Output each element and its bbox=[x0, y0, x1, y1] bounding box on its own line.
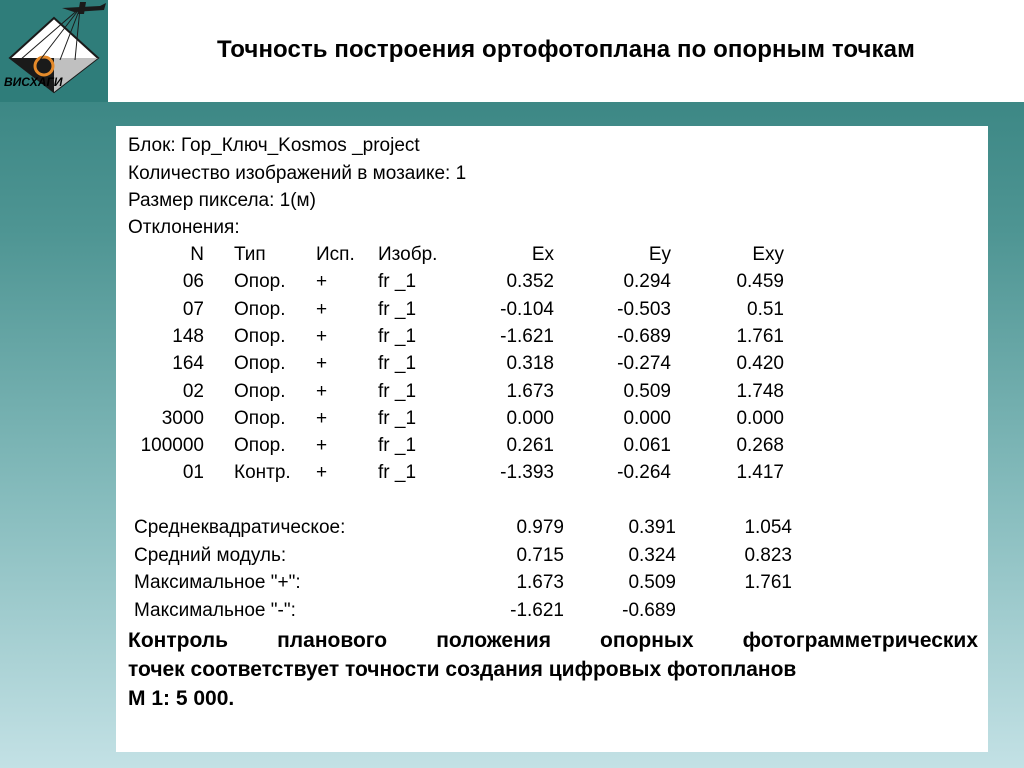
cell-type: Опор. bbox=[234, 353, 286, 375]
header-ey: Ey bbox=[648, 244, 671, 265]
cell-ey: -0.689 bbox=[617, 325, 671, 347]
conclusion-line-1: Контроль планового положения опорных фотограмметрических bbox=[128, 629, 978, 652]
cell-image: fr _1 bbox=[378, 298, 417, 320]
logo-text: ВИСХАГИ bbox=[4, 75, 63, 89]
report-card bbox=[116, 126, 988, 752]
cell-use: + bbox=[316, 325, 328, 347]
stat-label: Максимальное "+": bbox=[134, 572, 301, 593]
stat-ey: 0.391 bbox=[628, 517, 676, 538]
conclusion-text bbox=[128, 626, 978, 713]
stat-exy: 1.761 bbox=[744, 572, 792, 593]
stat-ey: 0.509 bbox=[628, 572, 676, 593]
cell-use: + bbox=[316, 407, 328, 429]
cell-ex: -1.621 bbox=[500, 325, 554, 347]
stat-exy: 0.823 bbox=[744, 544, 792, 566]
cell-image: fr _1 bbox=[378, 271, 417, 293]
cell-ey: -0.503 bbox=[617, 298, 671, 320]
cell-image: fr _1 bbox=[378, 435, 417, 457]
cell-use: + bbox=[316, 435, 328, 457]
header-type: Тип bbox=[234, 244, 266, 265]
cell-type: Опор. bbox=[234, 325, 286, 347]
cell-ex: 1.673 bbox=[506, 380, 554, 402]
cell-use: + bbox=[316, 353, 328, 375]
cell-use: + bbox=[316, 380, 328, 402]
cell-n: 06 bbox=[182, 271, 204, 293]
stat-ex: 1.673 bbox=[516, 572, 564, 593]
cell-exy: 1.748 bbox=[736, 380, 784, 402]
pixel-size: Размер пиксела: 1(м) bbox=[128, 190, 316, 211]
cell-exy: 0.268 bbox=[736, 435, 784, 457]
cell-type: Опор. bbox=[234, 407, 286, 429]
cell-exy: 0.51 bbox=[747, 298, 784, 320]
block-name: Блок: Гор_Ключ_Kosmos _project bbox=[128, 135, 420, 156]
cell-n: 01 bbox=[182, 462, 204, 484]
cell-exy: 0.459 bbox=[736, 271, 784, 293]
cell-type: Опор. bbox=[234, 271, 286, 293]
header-exy: Exy bbox=[752, 244, 784, 265]
stat-ex: -1.621 bbox=[510, 599, 564, 621]
stat-label: Максимальное "-": bbox=[134, 599, 296, 621]
cell-ex: 0.352 bbox=[506, 271, 554, 293]
cell-ey: 0.509 bbox=[623, 380, 671, 402]
stat-exy: 1.054 bbox=[744, 517, 792, 538]
header-use: Исп. bbox=[316, 244, 355, 265]
header-ex: Ex bbox=[531, 244, 554, 265]
cell-use: + bbox=[316, 462, 328, 484]
cell-exy: 1.761 bbox=[736, 325, 784, 347]
stat-ex: 0.979 bbox=[516, 517, 564, 538]
header-n: N bbox=[190, 244, 204, 265]
cell-n: 3000 bbox=[161, 407, 204, 429]
cell-ey: 0.061 bbox=[623, 435, 671, 457]
cell-use: + bbox=[316, 271, 328, 293]
cell-type: Контр. bbox=[234, 462, 291, 484]
cell-ey: -0.274 bbox=[617, 353, 671, 375]
images-count: Количество изображений в мозаике: 1 bbox=[128, 163, 467, 184]
cell-type: Опор. bbox=[234, 298, 286, 320]
cell-ey: 0.294 bbox=[623, 271, 671, 293]
cell-type: Опор. bbox=[234, 380, 286, 402]
cell-ex: -0.104 bbox=[500, 298, 554, 320]
cell-exy: 1.417 bbox=[736, 462, 784, 484]
cell-exy: 0.000 bbox=[736, 407, 784, 429]
deviations-label: Отклонения: bbox=[128, 217, 240, 238]
cell-type: Опор. bbox=[234, 435, 286, 457]
cell-image: fr _1 bbox=[378, 325, 417, 347]
header-bar bbox=[108, 0, 1024, 102]
stat-label: Среднеквадратическое: bbox=[134, 517, 346, 538]
cell-n: 02 bbox=[182, 380, 204, 402]
cell-n: 164 bbox=[172, 353, 204, 375]
cell-ex: 0.261 bbox=[506, 435, 554, 457]
conclusion-line-3: М 1: 5 000. bbox=[128, 687, 235, 710]
cell-n: 148 bbox=[172, 325, 204, 347]
organization-logo bbox=[0, 0, 108, 102]
cell-ex: 0.318 bbox=[506, 353, 554, 375]
page-title: Точность построения ортофотоплана по опорным точкам bbox=[217, 36, 915, 63]
stat-ey: 0.324 bbox=[628, 544, 676, 566]
cell-n: 07 bbox=[182, 298, 204, 320]
stat-ey: -0.689 bbox=[622, 599, 676, 621]
cell-exy: 0.420 bbox=[736, 353, 784, 375]
conclusion-line-2: точек соответствует точности создания цифровых фотопланов bbox=[128, 658, 797, 681]
cell-ey: 0.000 bbox=[623, 407, 671, 429]
cell-n: 100000 bbox=[140, 435, 204, 457]
cell-image: fr _1 bbox=[378, 380, 417, 402]
cell-image: fr _1 bbox=[378, 407, 417, 429]
cell-ey: -0.264 bbox=[617, 462, 671, 484]
stat-label: Средний модуль: bbox=[134, 544, 287, 566]
cell-image: fr _1 bbox=[378, 462, 417, 484]
cell-ex: 0.000 bbox=[506, 407, 554, 429]
cell-ex: -1.393 bbox=[500, 462, 554, 484]
cell-image: fr _1 bbox=[378, 353, 417, 375]
cell-use: + bbox=[316, 298, 328, 320]
header-image: Изобр. bbox=[378, 244, 438, 265]
stat-ex: 0.715 bbox=[516, 544, 564, 566]
